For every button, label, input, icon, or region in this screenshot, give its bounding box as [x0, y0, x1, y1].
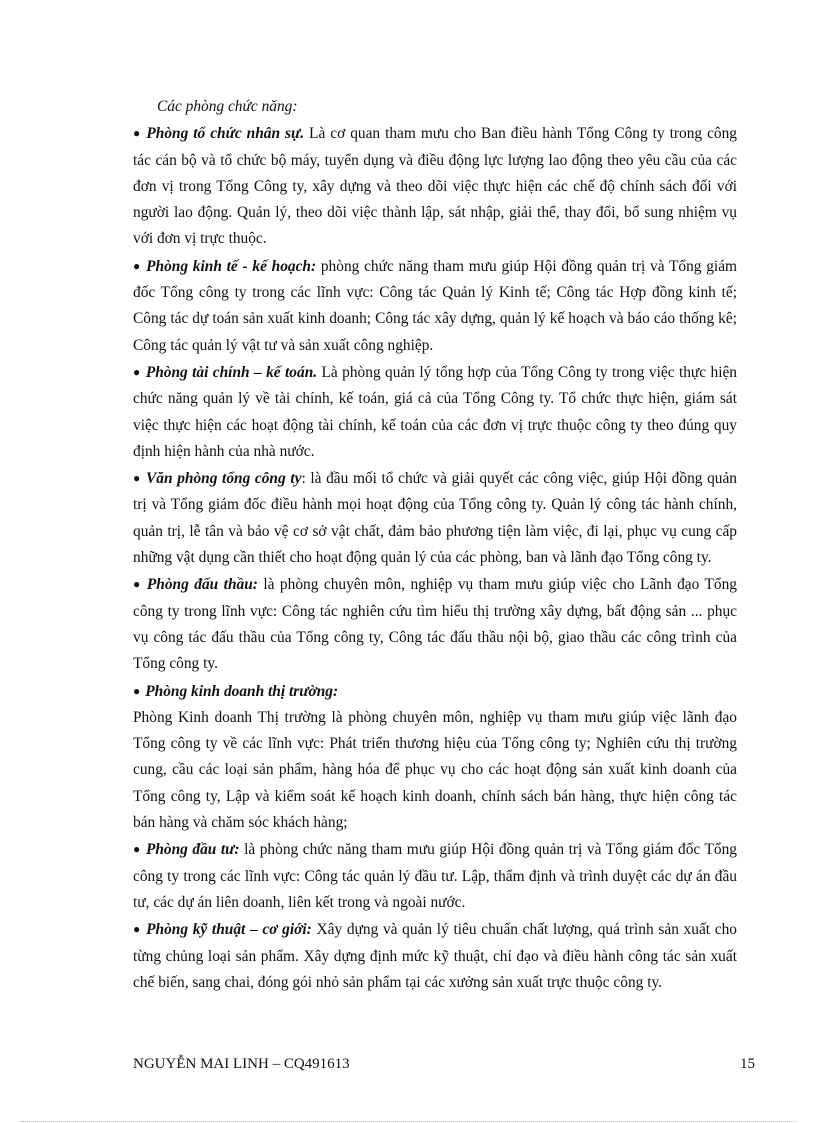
section-bidding [133, 571, 737, 677]
section-heading: Văn phòng tổng công ty [146, 470, 302, 488]
bullet-icon: ● [133, 258, 142, 273]
section-heading: Phòng tài chính – kế toán. [145, 363, 318, 381]
bullet-icon: ● [133, 364, 141, 379]
section-investment [133, 836, 737, 916]
section-heading: Phòng kinh tế - kế hoạch: [146, 257, 317, 275]
section-office [133, 465, 737, 571]
section-body: Xây dựng và quản lý tiêu chuẩn chất lượng, quá trình sản xuất cho từng chủng loại sản phẩm. Xây dựng định mức kỹ thuật, chỉ đạo và điều hành công tác sản xuất chế biến, sang chai, đóng gói nhỏ sản phẩm tại các xưởng sản xuất trực thuộc công ty. [133, 921, 737, 991]
section-body: : là đầu mối tổ chức và giải quyết các công việc, giúp Hội đồng quản trị và Tổng giám đốc điều hành mọi hoạt động của Tổng công ty. Quản lý công tác hành chính, quản trị, lễ tân và bảo vệ cơ sở vật chất, đảm bảo phương tiện làm việc, đi lại, phục vụ cung cấp những vật dụng cần thiết cho hoạt động quản lý của các phòng, ban và lãnh đạo Tổng công ty. [133, 470, 738, 567]
bullet-icon: ● [133, 683, 141, 698]
section-heading: Phòng đấu thầu: [146, 576, 258, 594]
section-body: là phòng chức năng tham mưu giúp Hội đồng quản trị và Tổng giám đốc Tổng công ty trong các lĩnh vực: Công tác quản lý đầu tư. Lập, thẩm định và trình duyệt các dự án đầu tư, các dự án liên doanh, liên kết trong và ngoài nước. [133, 841, 737, 911]
bullet-icon: ● [133, 842, 141, 857]
section-body: Là phòng quản lý tổng hợp của Tổng Công ty trong việc thực hiện chức năng quản lý về tài chính, kế toán, giá cả của Tổng Công ty. Tổ chức thực hiện, giám sát việc thực hiện các hoạt động tài chính, kế toán của các đơn vị trực thuộc công ty theo đúng quy định hiện hành của nhà nước. [133, 363, 737, 460]
bullet-icon: ● [133, 577, 142, 592]
page-body [133, 94, 737, 996]
page-footer [133, 1056, 755, 1073]
section-planning [133, 253, 737, 359]
page-bottom-divider [20, 1121, 796, 1122]
intro-line: Các phòng chức năng: [157, 98, 298, 115]
section-market-heading [133, 678, 737, 705]
section-heading: Phòng đầu tư: [145, 841, 240, 859]
section-body: phòng chức năng tham mưu giúp Hội đồng quản trị và Tổng giám đốc Tổng công ty trong các lĩnh vực: Công tác Quản lý Kinh tế; Công tác Hợp đồng kinh tế; Công tác dự toán sản xuất kinh doanh; Công tác xây dựng, quản lý kế hoạch và báo cáo thống kê; Công tác quản lý vật tư và sản xuất công nghiệp. [133, 257, 737, 354]
bullet-icon: ● [133, 922, 142, 937]
bullet-icon: ● [133, 126, 142, 141]
bullet-icon: ● [133, 471, 142, 486]
section-market-body: Phòng Kinh doanh Thị trường là phòng chuyên môn, nghiệp vụ tham mưu giúp việc lãnh đạo Tổng công ty về các lĩnh vực: Phát triển thương hiệu của Tổng công ty; Nghiên cứu thị trường cung, cầu các loại sản phẩm, hàng hóa để phục vụ cho các hoạt động sản xuất kinh doanh của Tổng công ty, Lập và kiểm soát kế hoạch kinh doanh, chính sách bán hàng, thực hiện công tác bán hàng và chăm sóc khách hàng; [133, 708, 737, 832]
section-finance [133, 359, 737, 465]
section-heading: Phòng kinh doanh thị trường: [145, 682, 339, 700]
section-body: Là cơ quan tham mưu cho Ban điều hành Tổng Công ty trong công tác cán bộ và tổ chức bộ máy, tuyển dụng và điều động lực lượng lao động theo yêu cầu của các đơn vị trong Tổng Công ty, xây dựng và theo dõi việc thực hiện các chế độ chính sách đối với người lao động. Quản lý, theo dõi việc thành lập, sát nhập, giải thể, thay đổi, bổ sung nhiệm vụ với đơn vị trực thuộc. [133, 125, 738, 248]
section-hr [133, 120, 737, 252]
footer-author: NGUYỄN MAI LINH – CQ491613 [133, 1056, 350, 1072]
page-number: 15 [740, 1056, 755, 1072]
section-body: là phòng chuyên môn, nghiệp vụ tham mưu giúp việc cho Lãnh đạo Tổng công ty trong lĩnh vực: Công tác nghiên cứu tìm hiểu thị trường xây dựng, bất động sản ... phục vụ công tác đấu thầu của Tổng công ty, Công tác đấu thầu nội bộ, giao thầu các công trình của Tổng công ty. [133, 576, 737, 673]
section-heading: Phòng tổ chức nhân sự. [146, 125, 305, 143]
section-technical [133, 916, 737, 996]
section-heading: Phòng kỹ thuật – cơ giới: [146, 921, 312, 939]
